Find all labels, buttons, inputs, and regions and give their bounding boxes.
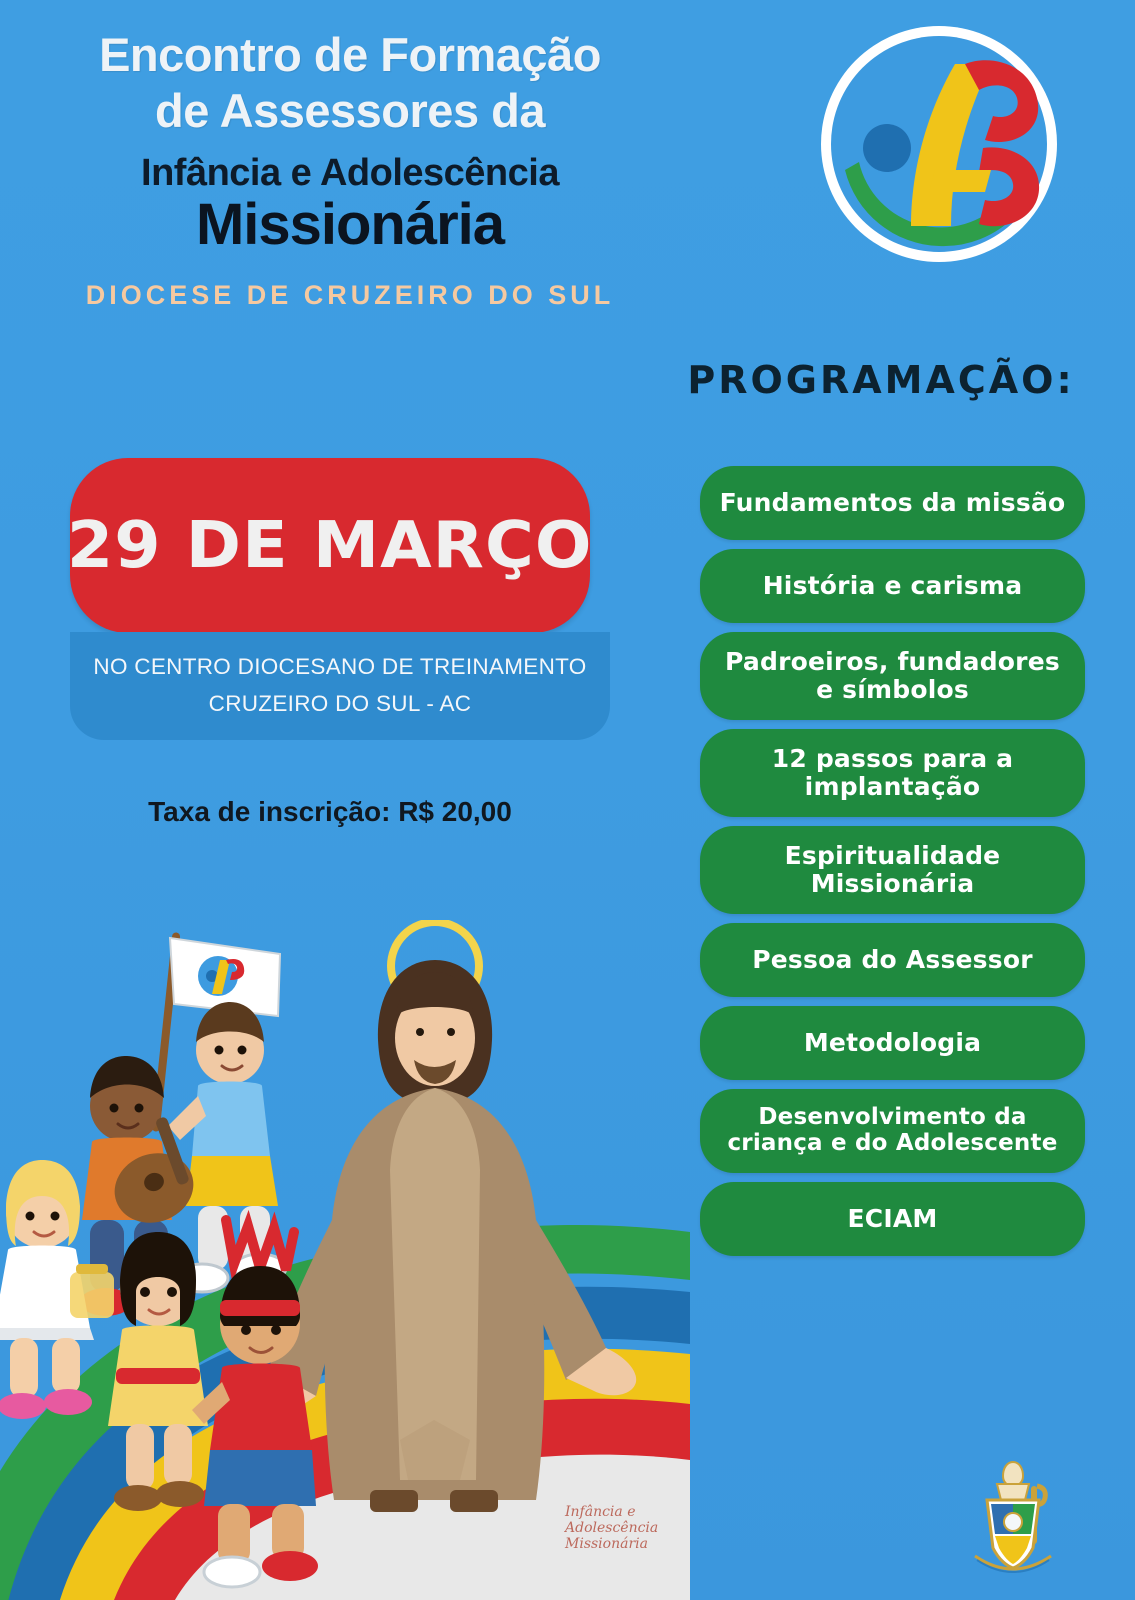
program-list <box>700 466 1085 1256</box>
list-item: Fundamentos da missão <box>700 466 1085 540</box>
program-heading: PROGRAMAÇÃO: <box>687 358 1075 402</box>
event-location-line-1: NO CENTRO DIOCESANO DE TREINAMENTO <box>93 654 587 679</box>
registration-fee-text: Taxa de inscrição: R$ 20,00 <box>148 796 512 827</box>
children-with-jesus-illustration <box>0 840 700 1600</box>
diocese-crest-icon <box>957 1456 1069 1578</box>
iam-logo-icon <box>815 20 1063 268</box>
list-item: ECIAM <box>700 1182 1085 1256</box>
page-title-line-4: Missionária <box>195 192 505 258</box>
page-title-line-2: de Assessores da <box>155 84 545 138</box>
list-item: Espiritualidade Missionária <box>700 826 1085 914</box>
list-item: 12 passos para a implantação <box>700 729 1085 817</box>
event-date-text: 29 DE MARÇO <box>67 508 593 583</box>
page-title-line-1: Encontro de Formação <box>99 28 601 81</box>
event-location-box <box>70 632 610 740</box>
event-location-line-2: CRUZEIRO DO SUL - AC <box>208 691 472 717</box>
diocese-subtitle: DIOCESE DE CRUZEIRO DO SUL <box>85 280 615 311</box>
page-title-line-3: Infância e Adolescência <box>141 152 559 195</box>
event-date-badge <box>67 458 593 633</box>
list-item: História e carisma <box>700 549 1085 623</box>
artwork-signature: Infância e Adolescência Missionária <box>565 1504 659 1552</box>
poster-title-block <box>0 28 700 311</box>
list-item: Desenvolvimento da criança e do Adolescente <box>700 1089 1085 1173</box>
list-item: Padroeiros, fundadores e símbolos <box>700 632 1085 720</box>
list-item: Metodologia <box>700 1006 1085 1080</box>
list-item: Pessoa do Assessor <box>700 923 1085 997</box>
